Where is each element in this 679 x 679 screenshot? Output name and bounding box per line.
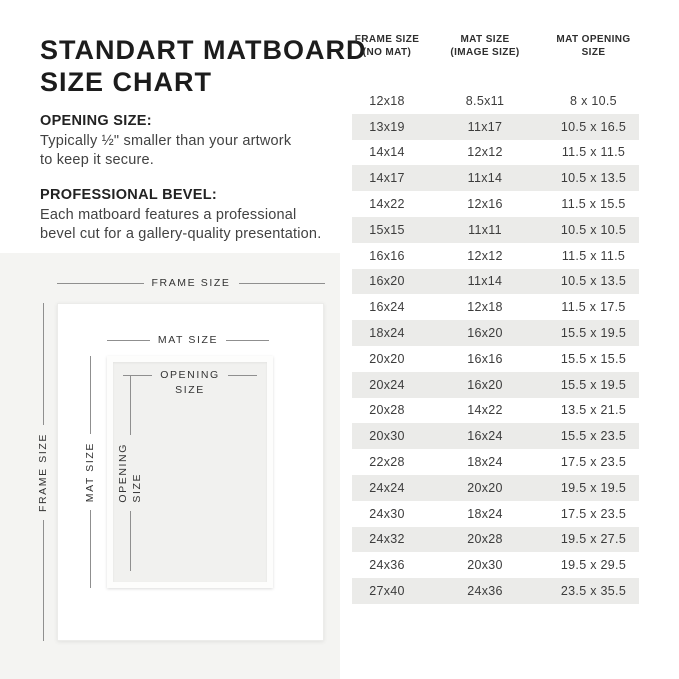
page-title xyxy=(40,34,366,98)
opening-size-heading: OPENING SIZE: xyxy=(40,113,152,129)
mat-opening-cell: 15.5 x 23.5 xyxy=(560,429,627,444)
professional-bevel-section xyxy=(40,187,340,244)
mat-size-cell: 24x36 xyxy=(467,584,503,599)
mat-size-dim-vertical xyxy=(83,356,97,588)
mat-opening-cell: 8 x 10.5 xyxy=(570,93,617,108)
dimension-line xyxy=(43,303,44,425)
mat-opening-cell: 23.5 x 35.5 xyxy=(560,584,627,599)
table-row xyxy=(352,320,639,346)
frame-size-cell: 14x14 xyxy=(369,145,405,160)
mat-opening-cell: 10.5 x 16.5 xyxy=(560,119,627,134)
dimension-line xyxy=(239,283,326,284)
frame-size-dim-label-vertical: FRAME SIZE xyxy=(37,432,49,512)
mat-opening-cell: 11.5 x 17.5 xyxy=(561,300,626,315)
mat-size-dim-label-vertical: MAT SIZE xyxy=(84,441,96,503)
frame-size-cell: 14x22 xyxy=(369,197,405,212)
frame-size-cell: 16x24 xyxy=(369,300,405,315)
frame-size-cell: 20x30 xyxy=(369,429,405,444)
frame-size-cell: 27x40 xyxy=(369,584,405,599)
mat-size-cell: 16x24 xyxy=(467,429,503,444)
table-row xyxy=(352,243,639,269)
mat-opening-cell: 15.5 x 19.5 xyxy=(560,377,627,392)
mat-size-cell: 14x22 xyxy=(467,403,503,418)
header-mat-size-line1: MAT SIZE xyxy=(460,34,510,45)
professional-bevel-body-line1: Each matboard features a professional xyxy=(40,207,297,223)
frame-size-dim-label: FRAME SIZE xyxy=(151,277,231,289)
mat-size-cell: 18x24 xyxy=(467,506,503,521)
table-row xyxy=(352,294,639,320)
mat-opening-cell: 17.5 x 23.5 xyxy=(560,455,627,470)
frame-size-cell: 24x32 xyxy=(369,532,405,547)
mat-opening-cell: 15.5 x 19.5 xyxy=(560,326,627,341)
mat-opening-cell: 19.5 x 19.5 xyxy=(560,480,627,495)
mat-size-cell: 12x18 xyxy=(467,300,503,315)
mat-size-cell: 11x11 xyxy=(468,222,502,237)
mat-opening-cell: 10.5 x 10.5 xyxy=(560,222,627,237)
page-title-line2: SIZE CHART xyxy=(40,67,212,97)
mat-size-cell: 16x20 xyxy=(467,326,503,341)
table-row xyxy=(352,449,639,475)
dimension-line xyxy=(130,375,131,435)
mat-size-cell: 8.5x11 xyxy=(465,93,505,108)
header-mat-opening-line1: MAT OPENING xyxy=(556,34,631,45)
table-row xyxy=(352,552,639,578)
opening-size-body-line1: Typically ½" smaller than your artwork xyxy=(40,133,292,149)
header-mat-opening-line2: SIZE xyxy=(581,47,606,58)
opening-size-dim-label-line2: SIZE xyxy=(175,384,205,396)
mat-size-cell: 11x14 xyxy=(467,171,503,186)
matboard-diagram xyxy=(0,253,340,679)
table-row xyxy=(352,346,639,372)
mat-opening-cell: 17.5 x 23.5 xyxy=(560,506,627,521)
table-row xyxy=(352,398,639,424)
mat-size-dim-label: MAT SIZE xyxy=(157,334,219,346)
dimension-line xyxy=(130,511,131,571)
table-row xyxy=(352,501,639,527)
dimension-line xyxy=(90,510,91,588)
mat-size-cell: 11x17 xyxy=(467,119,503,134)
mat-size-cell: 12x12 xyxy=(467,248,503,263)
mat-opening-cell: 11.5 x 11.5 xyxy=(561,145,626,160)
table-row xyxy=(352,578,639,604)
header-frame-size-line1: FRAME SIZE xyxy=(354,34,420,45)
mat-opening-cell: 13.5 x 21.5 xyxy=(560,403,627,418)
header-mat-size xyxy=(422,33,548,59)
frame-size-cell: 24x36 xyxy=(369,558,405,573)
size-table-header xyxy=(352,33,639,59)
dimension-line xyxy=(228,375,257,376)
table-row xyxy=(352,217,639,243)
table-row xyxy=(352,423,639,449)
table-row xyxy=(352,475,639,501)
frame-size-cell: 15x15 xyxy=(369,222,405,237)
page-title-line1: STANDART MATBOARD xyxy=(40,35,367,65)
mat-size-cell: 20x30 xyxy=(467,558,503,573)
frame-size-cell: 13x19 xyxy=(369,119,405,134)
dimension-line xyxy=(107,340,150,341)
mat-size-cell: 20x20 xyxy=(467,480,503,495)
opening-size-vertical-line2: SIZE xyxy=(131,473,143,503)
frame-size-dim-vertical xyxy=(36,303,50,641)
professional-bevel-body-line2: bevel cut for a gallery-quality presentation. xyxy=(40,226,322,242)
size-table-rows xyxy=(352,88,639,604)
opening-size-body-line2: to keep it secure. xyxy=(40,152,155,168)
frame-size-cell: 24x24 xyxy=(369,480,405,495)
table-row xyxy=(352,269,639,295)
opening-size-dim-label xyxy=(160,368,220,398)
mat-size-cell: 18x24 xyxy=(467,455,503,470)
dimension-line xyxy=(57,283,144,284)
frame-size-cell: 14x17 xyxy=(369,171,405,186)
frame-size-cell: 16x16 xyxy=(369,248,405,263)
mat-opening-cell: 19.5 x 27.5 xyxy=(560,532,627,547)
table-row xyxy=(352,191,639,217)
opening-size-section xyxy=(40,113,340,170)
mat-opening-cell: 11.5 x 15.5 xyxy=(561,197,626,212)
mat-size-cell: 16x16 xyxy=(467,351,503,366)
mat-size-cell: 12x12 xyxy=(467,145,503,160)
table-row xyxy=(352,140,639,166)
dimension-line xyxy=(226,340,269,341)
header-mat-opening xyxy=(548,33,639,59)
mat-size-cell: 11x14 xyxy=(467,274,503,289)
frame-illustration xyxy=(57,303,324,641)
header-frame-size xyxy=(352,33,422,59)
frame-size-cell: 16x20 xyxy=(369,274,405,289)
frame-size-cell: 20x28 xyxy=(369,403,405,418)
mat-opening-cell: 10.5 x 13.5 xyxy=(560,171,627,186)
dimension-line xyxy=(43,520,44,642)
mat-opening-illustration xyxy=(107,356,273,588)
professional-bevel-heading: PROFESSIONAL BEVEL: xyxy=(40,187,218,203)
frame-size-cell: 12x18 xyxy=(369,93,405,108)
table-row xyxy=(352,88,639,114)
table-row xyxy=(352,372,639,398)
table-row xyxy=(352,114,639,140)
frame-size-cell: 24x30 xyxy=(369,506,405,521)
opening-size-vertical-line1: OPENING xyxy=(117,443,129,503)
frame-size-cell: 18x24 xyxy=(369,326,405,341)
mat-size-dim-horizontal xyxy=(107,334,269,346)
mat-opening-cell: 11.5 x 11.5 xyxy=(561,248,626,263)
table-row xyxy=(352,527,639,553)
header-mat-size-line2: (IMAGE SIZE) xyxy=(450,47,520,58)
mat-size-cell: 20x28 xyxy=(467,532,503,547)
opening-size-dim-label-line1: OPENING xyxy=(160,369,220,381)
mat-opening-cell: 19.5 x 29.5 xyxy=(560,558,627,573)
table-row xyxy=(352,165,639,191)
frame-size-cell: 20x24 xyxy=(369,377,405,392)
mat-size-cell: 12x16 xyxy=(467,197,503,212)
frame-size-dim-horizontal xyxy=(57,277,325,289)
frame-size-cell: 22x28 xyxy=(369,455,405,470)
frame-size-cell: 20x20 xyxy=(369,351,405,366)
mat-opening-cell: 15.5 x 15.5 xyxy=(560,351,627,366)
opening-size-dim-vertical xyxy=(116,375,144,571)
header-frame-size-line2: (NO MAT) xyxy=(362,47,412,58)
dimension-line xyxy=(90,356,91,434)
mat-size-cell: 16x20 xyxy=(467,377,503,392)
opening-size-dim-label-vertical xyxy=(116,443,144,503)
mat-opening-cell: 10.5 x 13.5 xyxy=(560,274,627,289)
